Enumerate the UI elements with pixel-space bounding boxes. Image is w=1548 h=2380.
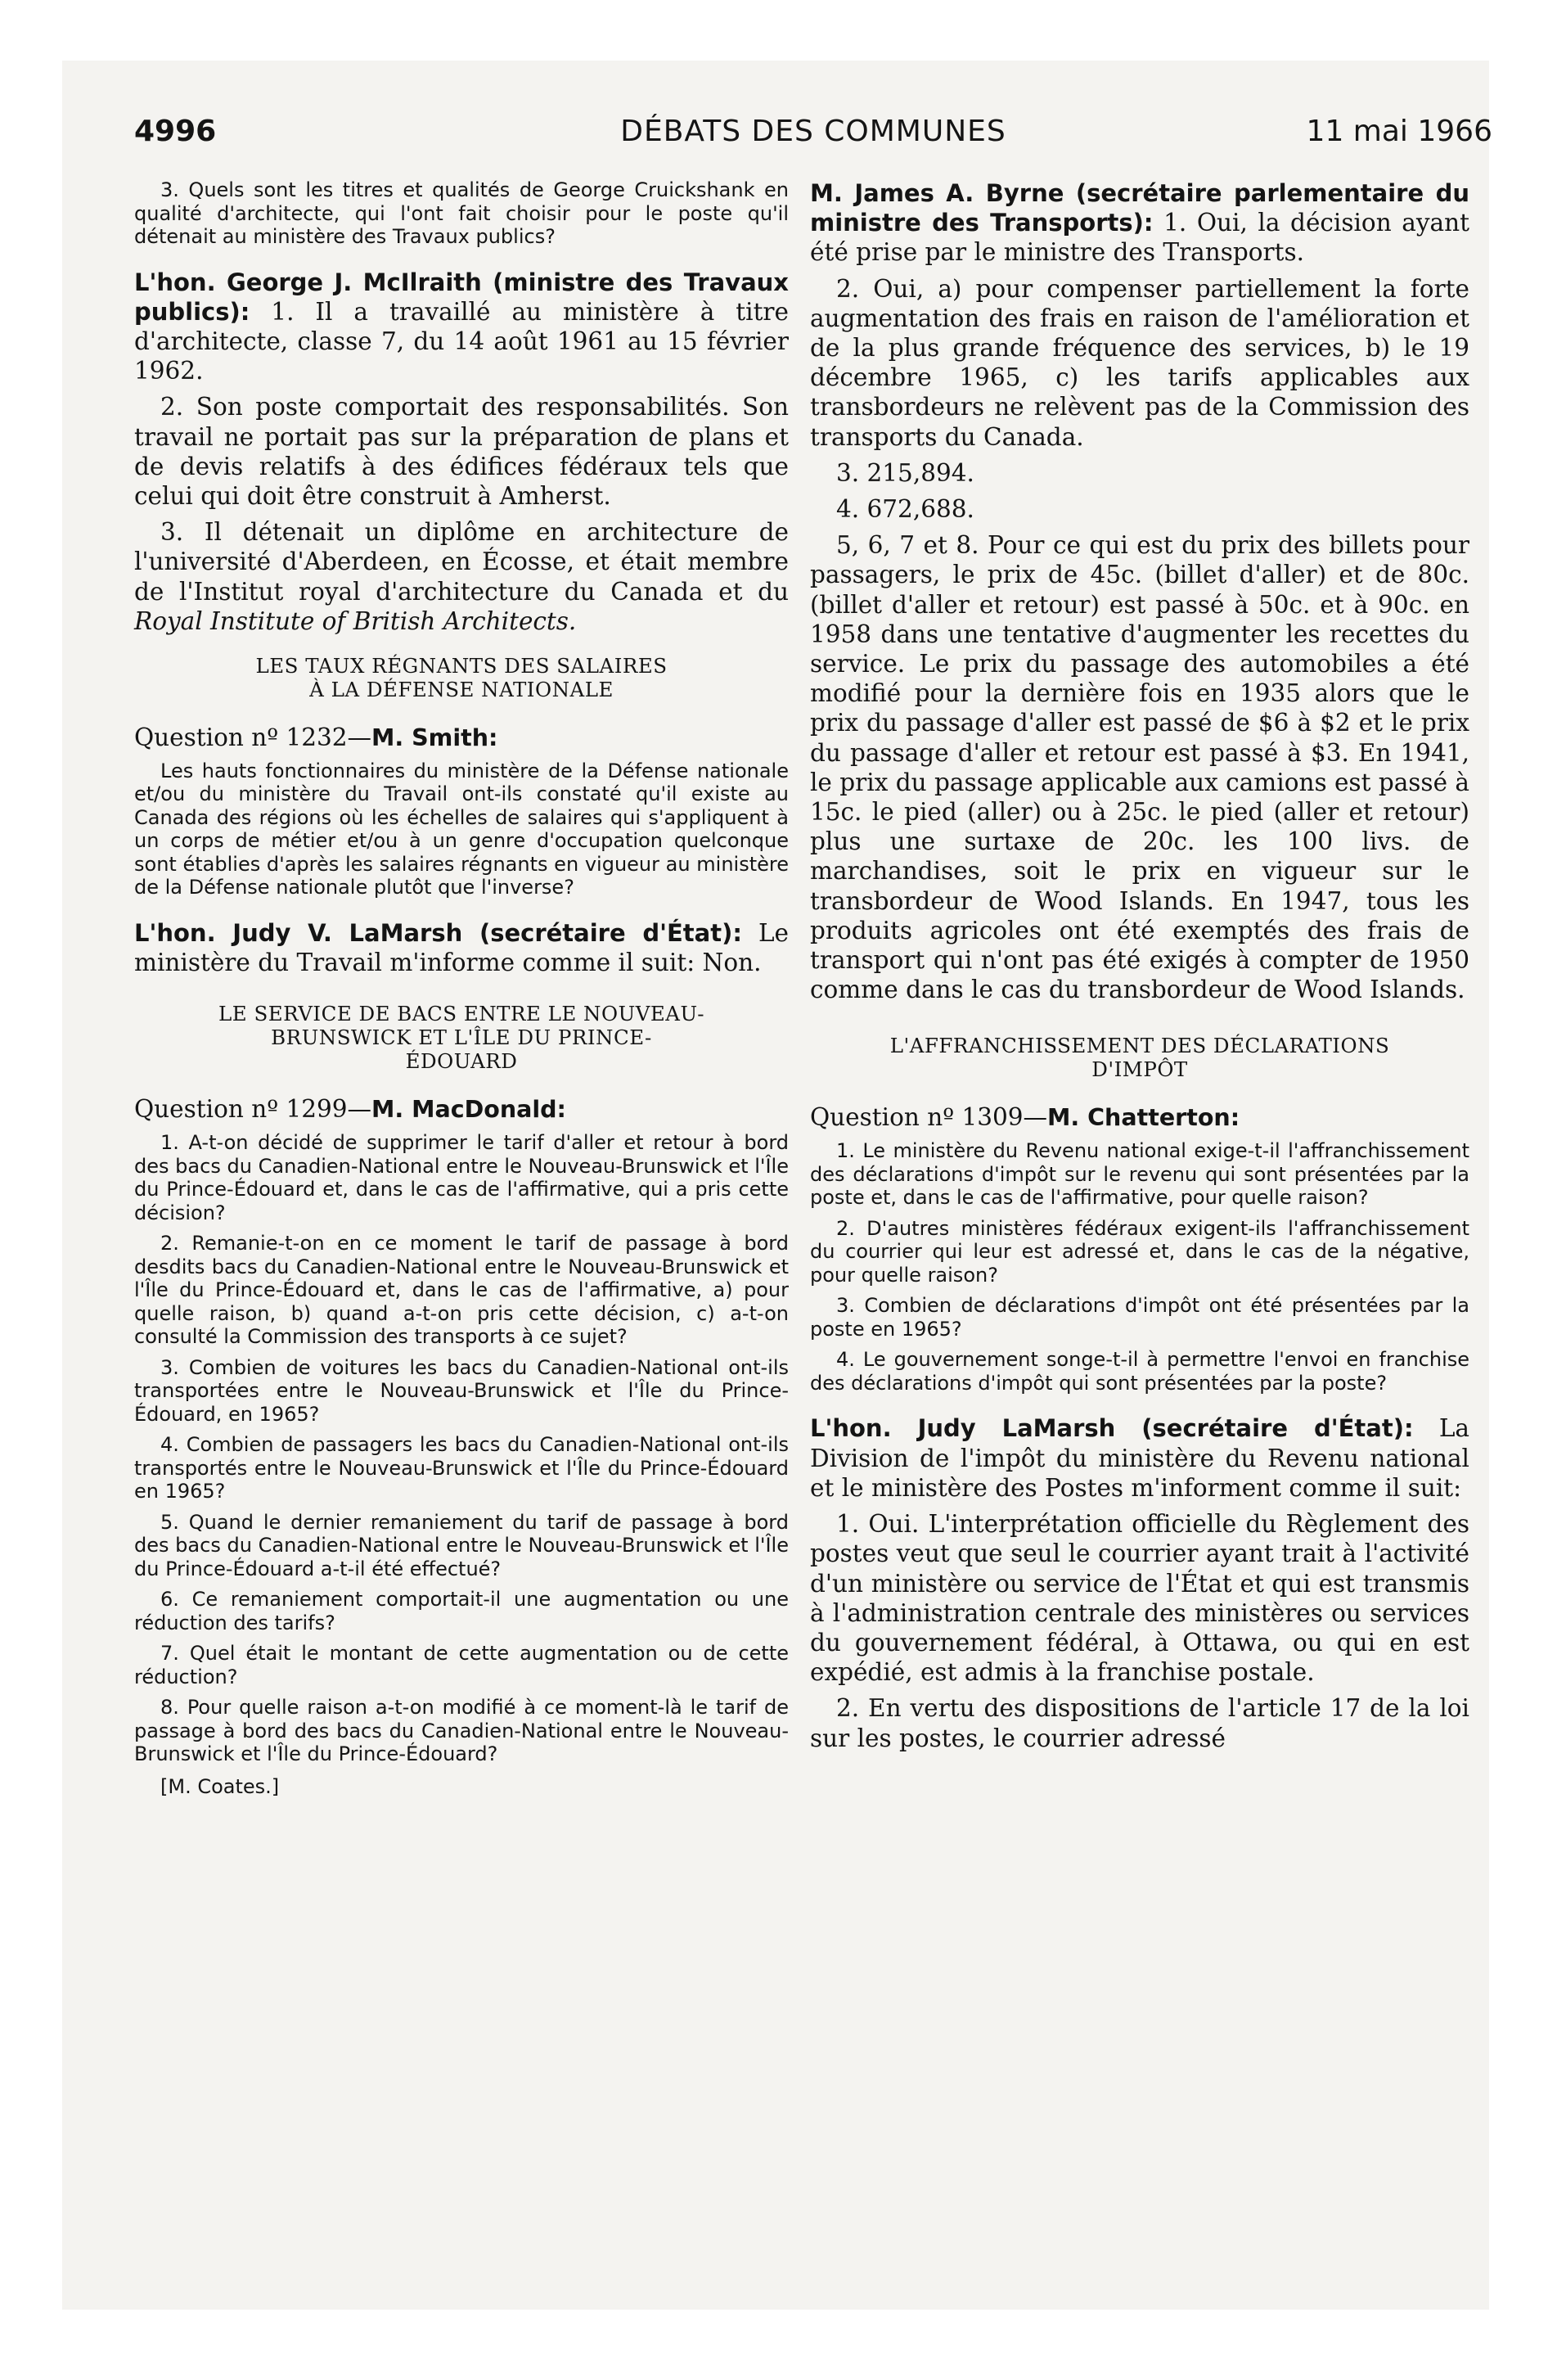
answer-text: 1. Oui, la décision ayant été prise par le ministre des Transports. [810, 209, 1469, 267]
question-1299-item: 4. Combien de passagers les bacs du Canadien-National ont-ils transportés entre le Nouveau-Brunswick et l'Île du Prince-Édouard en 1965? [134, 1433, 789, 1503]
section-heading-salaires: LES TAUX RÉGNANTS DES SALAIRES À LA DÉFENSE NATIONALE [255, 653, 668, 701]
speaker-lamarsh: L'hon. Judy LaMarsh (secrétaire d'État): [810, 1414, 1414, 1443]
question-1309-item: 1. Le ministère du Revenu national exige-t-il l'affranchissement des déclarations d'impôt sur le revenu qui sont présentées par la poste et, dans le cas de l'affirmative, pour quelle raison? [810, 1139, 1469, 1210]
mcilraith-answer-1 [134, 268, 789, 386]
question-1232-text: Les hauts fonctionnaires du ministère de la Défense nationale et/ou du ministère du Travail ont-ils constaté qu'il existe au Canada des régions où les échelles de salaires qui s'appliquent à un corps de métier et/ou à un genre d'occupation quelconque sont établies d'après les salaires régnants en vigueur au ministère de la Défense nationale plutôt que l'inverse? [134, 759, 789, 899]
section-heading-affranchissement: L'AFFRANCHISSEMENT DES DÉCLARATIONS D'IMPÔT [889, 1034, 1390, 1082]
question-3-text: 3. Quels sont les titres et qualités de George Cruickshank en qualité d'architecte, qui l'ont fait choisir pour le poste qu'il détenait au ministère des Travaux publics? [134, 178, 789, 248]
answer-text: 3. Il détenait un diplôme en architecture de l'université d'Aberdeen, en Écosse, et était membre de l'Institut royal d'architecture du Canada et du [134, 518, 789, 606]
byrne-answer-3: 3. 215,894. [836, 458, 974, 487]
question-number: Question nº 1309— [810, 1103, 1048, 1132]
byrne-answer-2: 2. Oui, a) pour compenser partiellement la forte augmentation des frais en raison de l'amélioration et de la plus grande fréquence des services, b) le 19 décembre 1965, c) les tarifs applicables aux transbordeurs ne relèvent pas de la Commission des transports du Canada. [810, 274, 1469, 451]
question-number: Question nº 1232— [134, 723, 372, 751]
question-1299-item: 1. A-t-on décidé de supprimer le tarif d'aller et retour à bord des bacs du Canadien-National entre le Nouveau-Brunswick et l'Île du Prince-Édouard et, dans le cas de l'affirmative, qui a pris cette décision? [134, 1131, 789, 1224]
lamarsh-answer-1309-item-2: 2. En vertu des dispositions de l'article 17 de la loi sur les postes, le courrier adressé [810, 1694, 1469, 1752]
question-1309-item: 4. Le gouvernement songe-t-il à permettre l'envoi en franchise des déclarations d'impôt qui sont présentées par la poste? [810, 1348, 1469, 1395]
lamarsh-answer-1232 [134, 918, 789, 977]
question-1299-item: 6. Ce remaniement comportait-il une augmentation ou une réduction des tarifs? [134, 1588, 789, 1634]
signature: [M. Coates.] [160, 1774, 280, 1798]
lamarsh-answer-1309-item-1: 1. Oui. L'interprétation officielle du Règlement des postes veut que seul le courrier ayant trait à l'activité d'un ministère ou service de l'État et qui est transmis à l'administration centrale des ministères ou services du gouvernement fédéral, à Ottawa, ou qui en est expédié, est admis à la franchise postale. [810, 1510, 1469, 1687]
question-1299-item: 2. Remanie-t-on en ce moment le tarif de passage à bord desdits bacs du Canadien-National entre le Nouveau-Brunswick et l'Île du Prince-Édouard et, dans le cas de l'affirmative, a) pour quelle raison, b) quand a-t-on pris cette décision, c) a-t-on consulté la Commission des transports à ce sujet? [134, 1232, 789, 1349]
question-1299-item: 5. Quand le dernier remaniement du tarif de passage à bord des bacs du Canadien-National entre le Nouveau-Brunswick et l'Île du Prince-Édouard a-t-il été effectué? [134, 1510, 789, 1580]
answer-text: Le ministère du Travail m'informe comme il suit: Non. [134, 918, 789, 977]
question-1299-item: 8. Pour quelle raison a-t-on modifié à ce moment-là le tarif de passage à bord des bacs du Canadien-National entre le Nouveau-Brunswick et l'Île du Prince-Édouard? [134, 1696, 789, 1766]
question-1299-item: 7. Quel était le montant de cette augmentation ou de cette réduction? [134, 1642, 789, 1688]
left-column [134, 178, 789, 1799]
right-column [810, 178, 1469, 1760]
mcilraith-answer-3 [134, 517, 789, 636]
page-date: 11 mai 1966 [1306, 115, 1492, 148]
question-1232-header [134, 723, 789, 753]
question-1299-item: 3. Combien de voitures les bacs du Canadien-National ont-ils transportées entre le Nouveau-Brunswick et l'Île du Prince-Édouard, en 1965? [134, 1355, 789, 1426]
page-number: 4996 [134, 115, 217, 148]
answer-text: 1. Il a travaillé au ministère à titre d'architecte, classe 7, du 14 août 1961 au 15 février 1962. [134, 297, 789, 385]
question-number: Question nº 1299— [134, 1095, 372, 1124]
section-heading-bacs: LE SERVICE DE BACS ENTRE LE NOUVEAU- BRUNSWICK ET L'ÎLE DU PRINCE- ÉDOUARD [218, 1002, 704, 1074]
speaker-lamarsh: L'hon. Judy V. LaMarsh (secrétaire d'État): [134, 918, 742, 947]
question-1299-header [134, 1094, 789, 1125]
member-smith: M. Smith: [371, 723, 498, 751]
speaker-mcilraith: L'hon. George J. McIlraith (ministre des Travaux publics): [134, 268, 789, 326]
question-1309-item: 3. Combien de déclarations d'impôt ont été présentées par la poste en 1965? [810, 1294, 1469, 1341]
page-header [134, 115, 1492, 156]
byrne-answer-1 [810, 178, 1469, 268]
answer-text: La Division de l'impôt du ministère du Revenu national et le ministère des Postes m'informent comme il suit: [810, 1414, 1469, 1502]
member-macdonald: M. MacDonald: [371, 1096, 566, 1124]
question-1309-header [810, 1102, 1469, 1133]
lamarsh-answer-1309 [810, 1413, 1469, 1503]
speaker-byrne: M. James A. Byrne (secrétaire parlementaire du ministre des Transports): [810, 179, 1469, 237]
question-1309-item: 2. D'autres ministères fédéraux exigent-ils l'affranchissement du courrier qui leur est adressé et, dans le cas de la négative, pour quelle raison? [810, 1216, 1469, 1287]
member-chatterton: M. Chatterton: [1047, 1104, 1240, 1132]
byrne-answer-4: 4. 672,688. [836, 495, 974, 524]
byrne-answer-5-8: 5, 6, 7 et 8. Pour ce qui est du prix des billets pour passagers, le prix de 45c. (billet d'aller) et de 80c. (billet d'aller et retour) est passé à 50c. et à 90c. en 1958 dans une tentative d'augmenter les recettes du service. Le prix du passage des automobiles a été modifié pour la dernière fois en 1935 alors que le prix du passage d'aller est passé de $6 à $2 et le prix du passage d'aller et retour est passé à $3. En 1941, le prix du passage applicable aux camions est passé à 15c. le pied (aller) ou à 25c. le pied (aller et retour) plus une surtaxe de 20c. les 100 livs. de marchandises, soit le prix en vigueur sur le transbordeur de Wood Islands. En 1947, tous les produits agricoles ont été exemptés des frais de transport qui n'ont pas été exigés à compter de 1950 comme dans le cas du transbordeur de Wood Islands. [810, 531, 1469, 1004]
publication-title: DÉBATS DES COMMUNES [620, 115, 1006, 148]
mcilraith-answer-2: 2. Son poste comportait des responsabilités. Son travail ne portait pas sur la préparation de plans et de devis relatifs à des édifices fédéraux tels que celui qui doit être construit à Amherst. [134, 393, 789, 510]
institute-name-italic: Royal Institute of British Architects. [134, 606, 577, 635]
